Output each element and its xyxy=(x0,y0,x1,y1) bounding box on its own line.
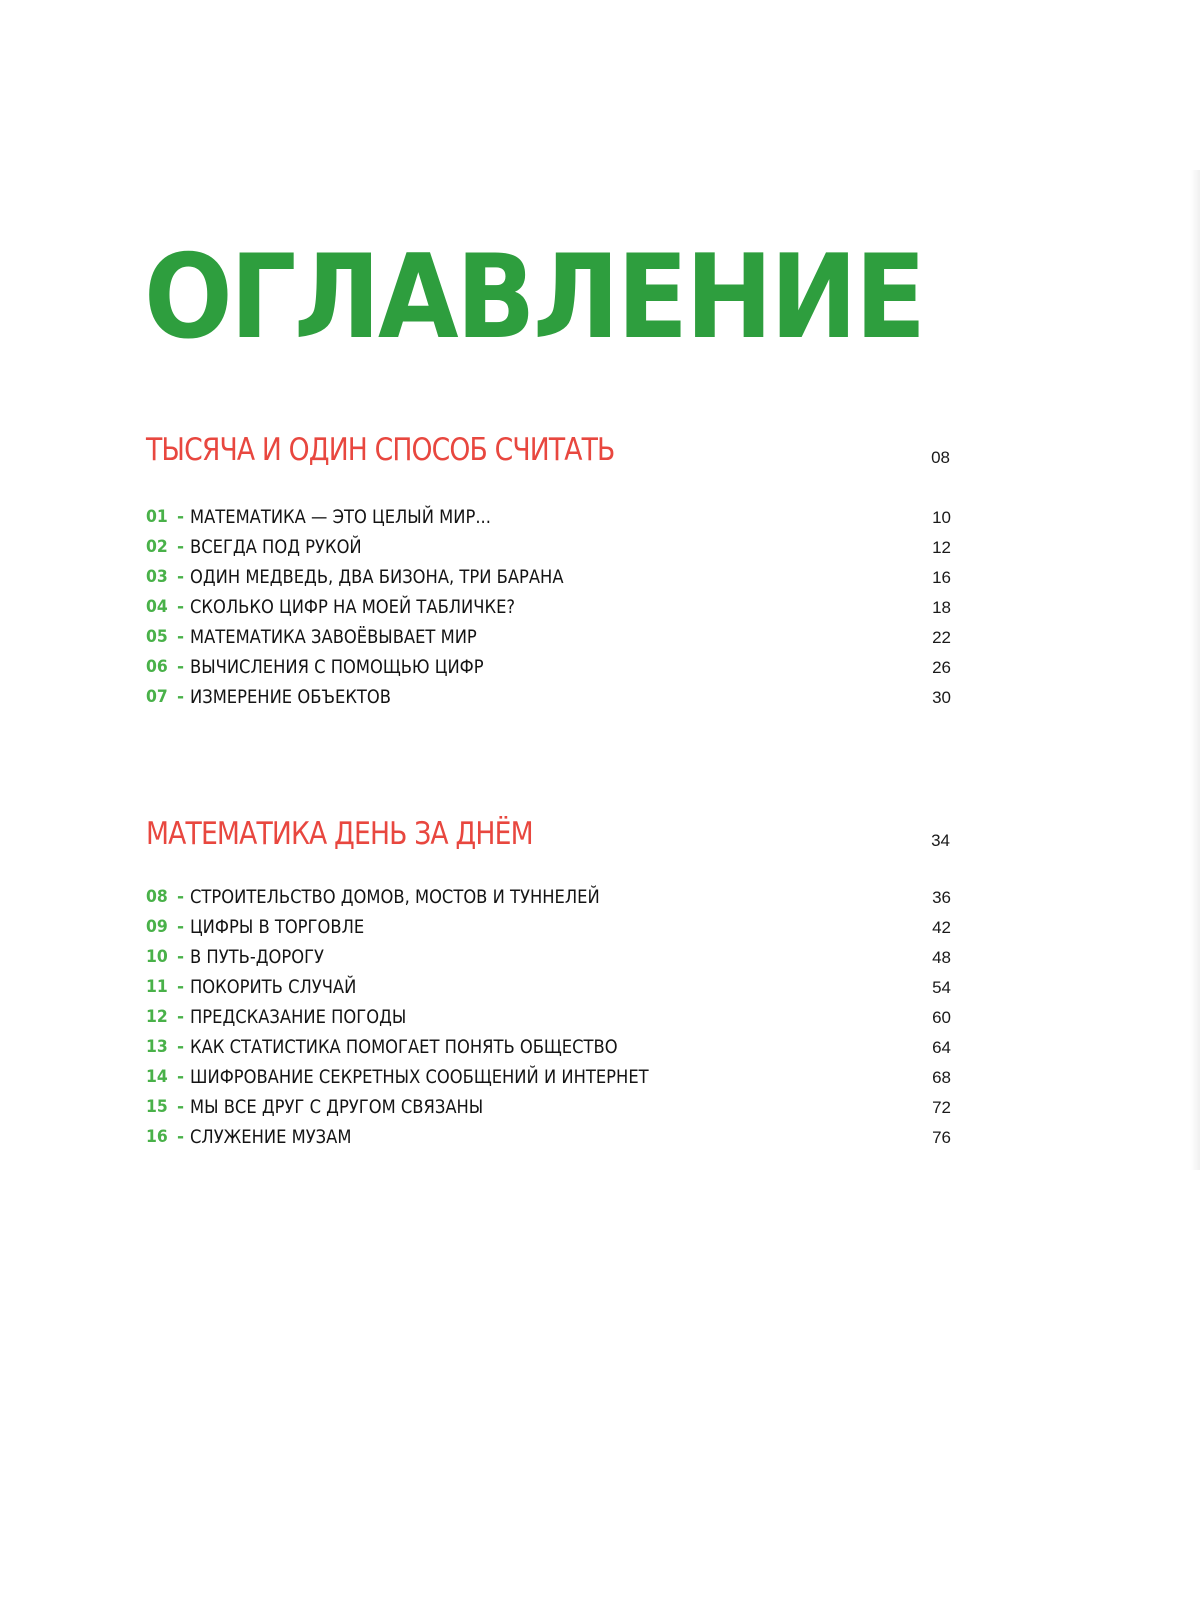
toc-entry[interactable] xyxy=(146,944,951,970)
section-title-1: ТЫСЯЧА И ОДИН СПОСОБ СЧИТАТЬ xyxy=(146,432,615,468)
entry-separator: - xyxy=(177,537,185,557)
entry-separator: - xyxy=(177,917,185,937)
entry-separator: - xyxy=(177,657,185,677)
toc-entry[interactable] xyxy=(146,684,951,710)
entry-page-number: 26 xyxy=(932,658,951,677)
entry-page-number: 16 xyxy=(932,568,951,587)
entry-title: ВЫЧИСЛЕНИЯ С ПОМОЩЬЮ ЦИФР xyxy=(190,656,484,678)
toc-entry[interactable] xyxy=(146,564,951,590)
entry-separator: - xyxy=(177,567,185,587)
entry-number: 16 xyxy=(146,1127,168,1147)
entry-separator: - xyxy=(177,977,185,997)
entry-separator: - xyxy=(177,627,185,647)
entry-number: 11 xyxy=(146,977,168,997)
entry-separator: - xyxy=(177,507,185,527)
entry-number: 03 xyxy=(146,567,168,587)
entry-page-number: 42 xyxy=(932,918,951,937)
entry-number: 09 xyxy=(146,917,168,937)
entry-separator: - xyxy=(177,687,185,707)
entry-page-number: 36 xyxy=(932,888,951,907)
toc-entry[interactable] xyxy=(146,654,951,680)
entry-number: 10 xyxy=(146,947,168,967)
entry-title: ВСЕГДА ПОД РУКОЙ xyxy=(190,536,362,558)
entry-separator: - xyxy=(177,597,185,617)
entry-title: В ПУТЬ-ДОРОГУ xyxy=(190,946,325,968)
toc-entry[interactable] xyxy=(146,884,951,910)
entry-number: 04 xyxy=(146,597,168,617)
toc-entry[interactable] xyxy=(146,1124,951,1150)
entry-page-number: 54 xyxy=(932,978,951,997)
page-title: ОГЛАВЛЕНИЕ xyxy=(144,230,924,365)
entry-number: 01 xyxy=(146,507,168,527)
toc-entry[interactable] xyxy=(146,594,951,620)
entry-separator: - xyxy=(177,887,185,907)
toc-entry[interactable] xyxy=(146,914,951,940)
entry-page-number: 30 xyxy=(932,688,951,707)
entry-title: ПОКОРИТЬ СЛУЧАЙ xyxy=(190,976,357,998)
toc-entry[interactable] xyxy=(146,624,951,650)
entry-page-number: 12 xyxy=(932,538,951,557)
entry-title: ЦИФРЫ В ТОРГОВЛЕ xyxy=(190,916,365,938)
entry-number: 06 xyxy=(146,657,168,677)
entry-number: 07 xyxy=(146,687,168,707)
toc-entry[interactable] xyxy=(146,504,951,530)
entry-separator: - xyxy=(177,1007,185,1027)
entry-number: 12 xyxy=(146,1007,168,1027)
entry-page-number: 18 xyxy=(932,598,951,617)
entry-number: 08 xyxy=(146,887,168,907)
entry-number: 14 xyxy=(146,1067,168,1087)
entry-number: 02 xyxy=(146,537,168,557)
entry-title: СТРОИТЕЛЬСТВО ДОМОВ, МОСТОВ И ТУННЕЛЕЙ xyxy=(190,886,600,908)
section-page-2: 34 xyxy=(931,831,950,850)
section-page-1: 08 xyxy=(931,448,950,467)
toc-entry[interactable] xyxy=(146,974,951,1000)
toc-entry[interactable] xyxy=(146,1064,951,1090)
entry-title: МАТЕМАТИКА — ЭТО ЦЕЛЫЙ МИР... xyxy=(190,506,491,528)
section-title-2: МАТЕМАТИКА ДЕНЬ ЗА ДНЁМ xyxy=(146,816,533,852)
entry-separator: - xyxy=(177,1067,185,1087)
entry-page-number: 10 xyxy=(932,508,951,527)
entry-separator: - xyxy=(177,1037,185,1057)
entry-page-number: 22 xyxy=(932,628,951,647)
entry-separator: - xyxy=(177,1097,185,1117)
entry-separator: - xyxy=(177,1127,185,1147)
entry-title: ПРЕДСКАЗАНИЕ ПОГОДЫ xyxy=(190,1006,407,1028)
entry-title: МАТЕМАТИКА ЗАВОЁВЫВАЕТ МИР xyxy=(190,626,477,648)
page-edge-shadow xyxy=(1190,170,1200,1170)
entry-page-number: 72 xyxy=(932,1098,951,1117)
toc-entry[interactable] xyxy=(146,1094,951,1120)
toc-entry[interactable] xyxy=(146,1034,951,1060)
entry-title: ШИФРОВАНИЕ СЕКРЕТНЫХ СООБЩЕНИЙ И ИНТЕРНЕТ xyxy=(190,1066,649,1088)
entry-number: 13 xyxy=(146,1037,168,1057)
entry-number: 15 xyxy=(146,1097,168,1117)
entry-title: КАК СТАТИСТИКА ПОМОГАЕТ ПОНЯТЬ ОБЩЕСТВО xyxy=(190,1036,618,1058)
entry-page-number: 60 xyxy=(932,1008,951,1027)
entry-title: ОДИН МЕДВЕДЬ, ДВА БИЗОНА, ТРИ БАРАНА xyxy=(190,566,564,588)
entry-separator: - xyxy=(177,947,185,967)
entry-title: СЛУЖЕНИЕ МУЗАМ xyxy=(190,1126,352,1148)
toc-entry[interactable] xyxy=(146,1004,951,1030)
entry-title: МЫ ВСЕ ДРУГ С ДРУГОМ СВЯЗАНЫ xyxy=(190,1096,484,1118)
entry-title: ИЗМЕРЕНИЕ ОБЪЕКТОВ xyxy=(190,686,391,708)
entry-title: СКОЛЬКО ЦИФР НА МОЕЙ ТАБЛИЧКЕ? xyxy=(190,596,516,618)
entry-page-number: 64 xyxy=(932,1038,951,1057)
toc-entry[interactable] xyxy=(146,534,951,560)
entry-number: 05 xyxy=(146,627,168,647)
entry-page-number: 48 xyxy=(932,948,951,967)
entry-page-number: 76 xyxy=(932,1128,951,1147)
entry-page-number: 68 xyxy=(932,1068,951,1087)
